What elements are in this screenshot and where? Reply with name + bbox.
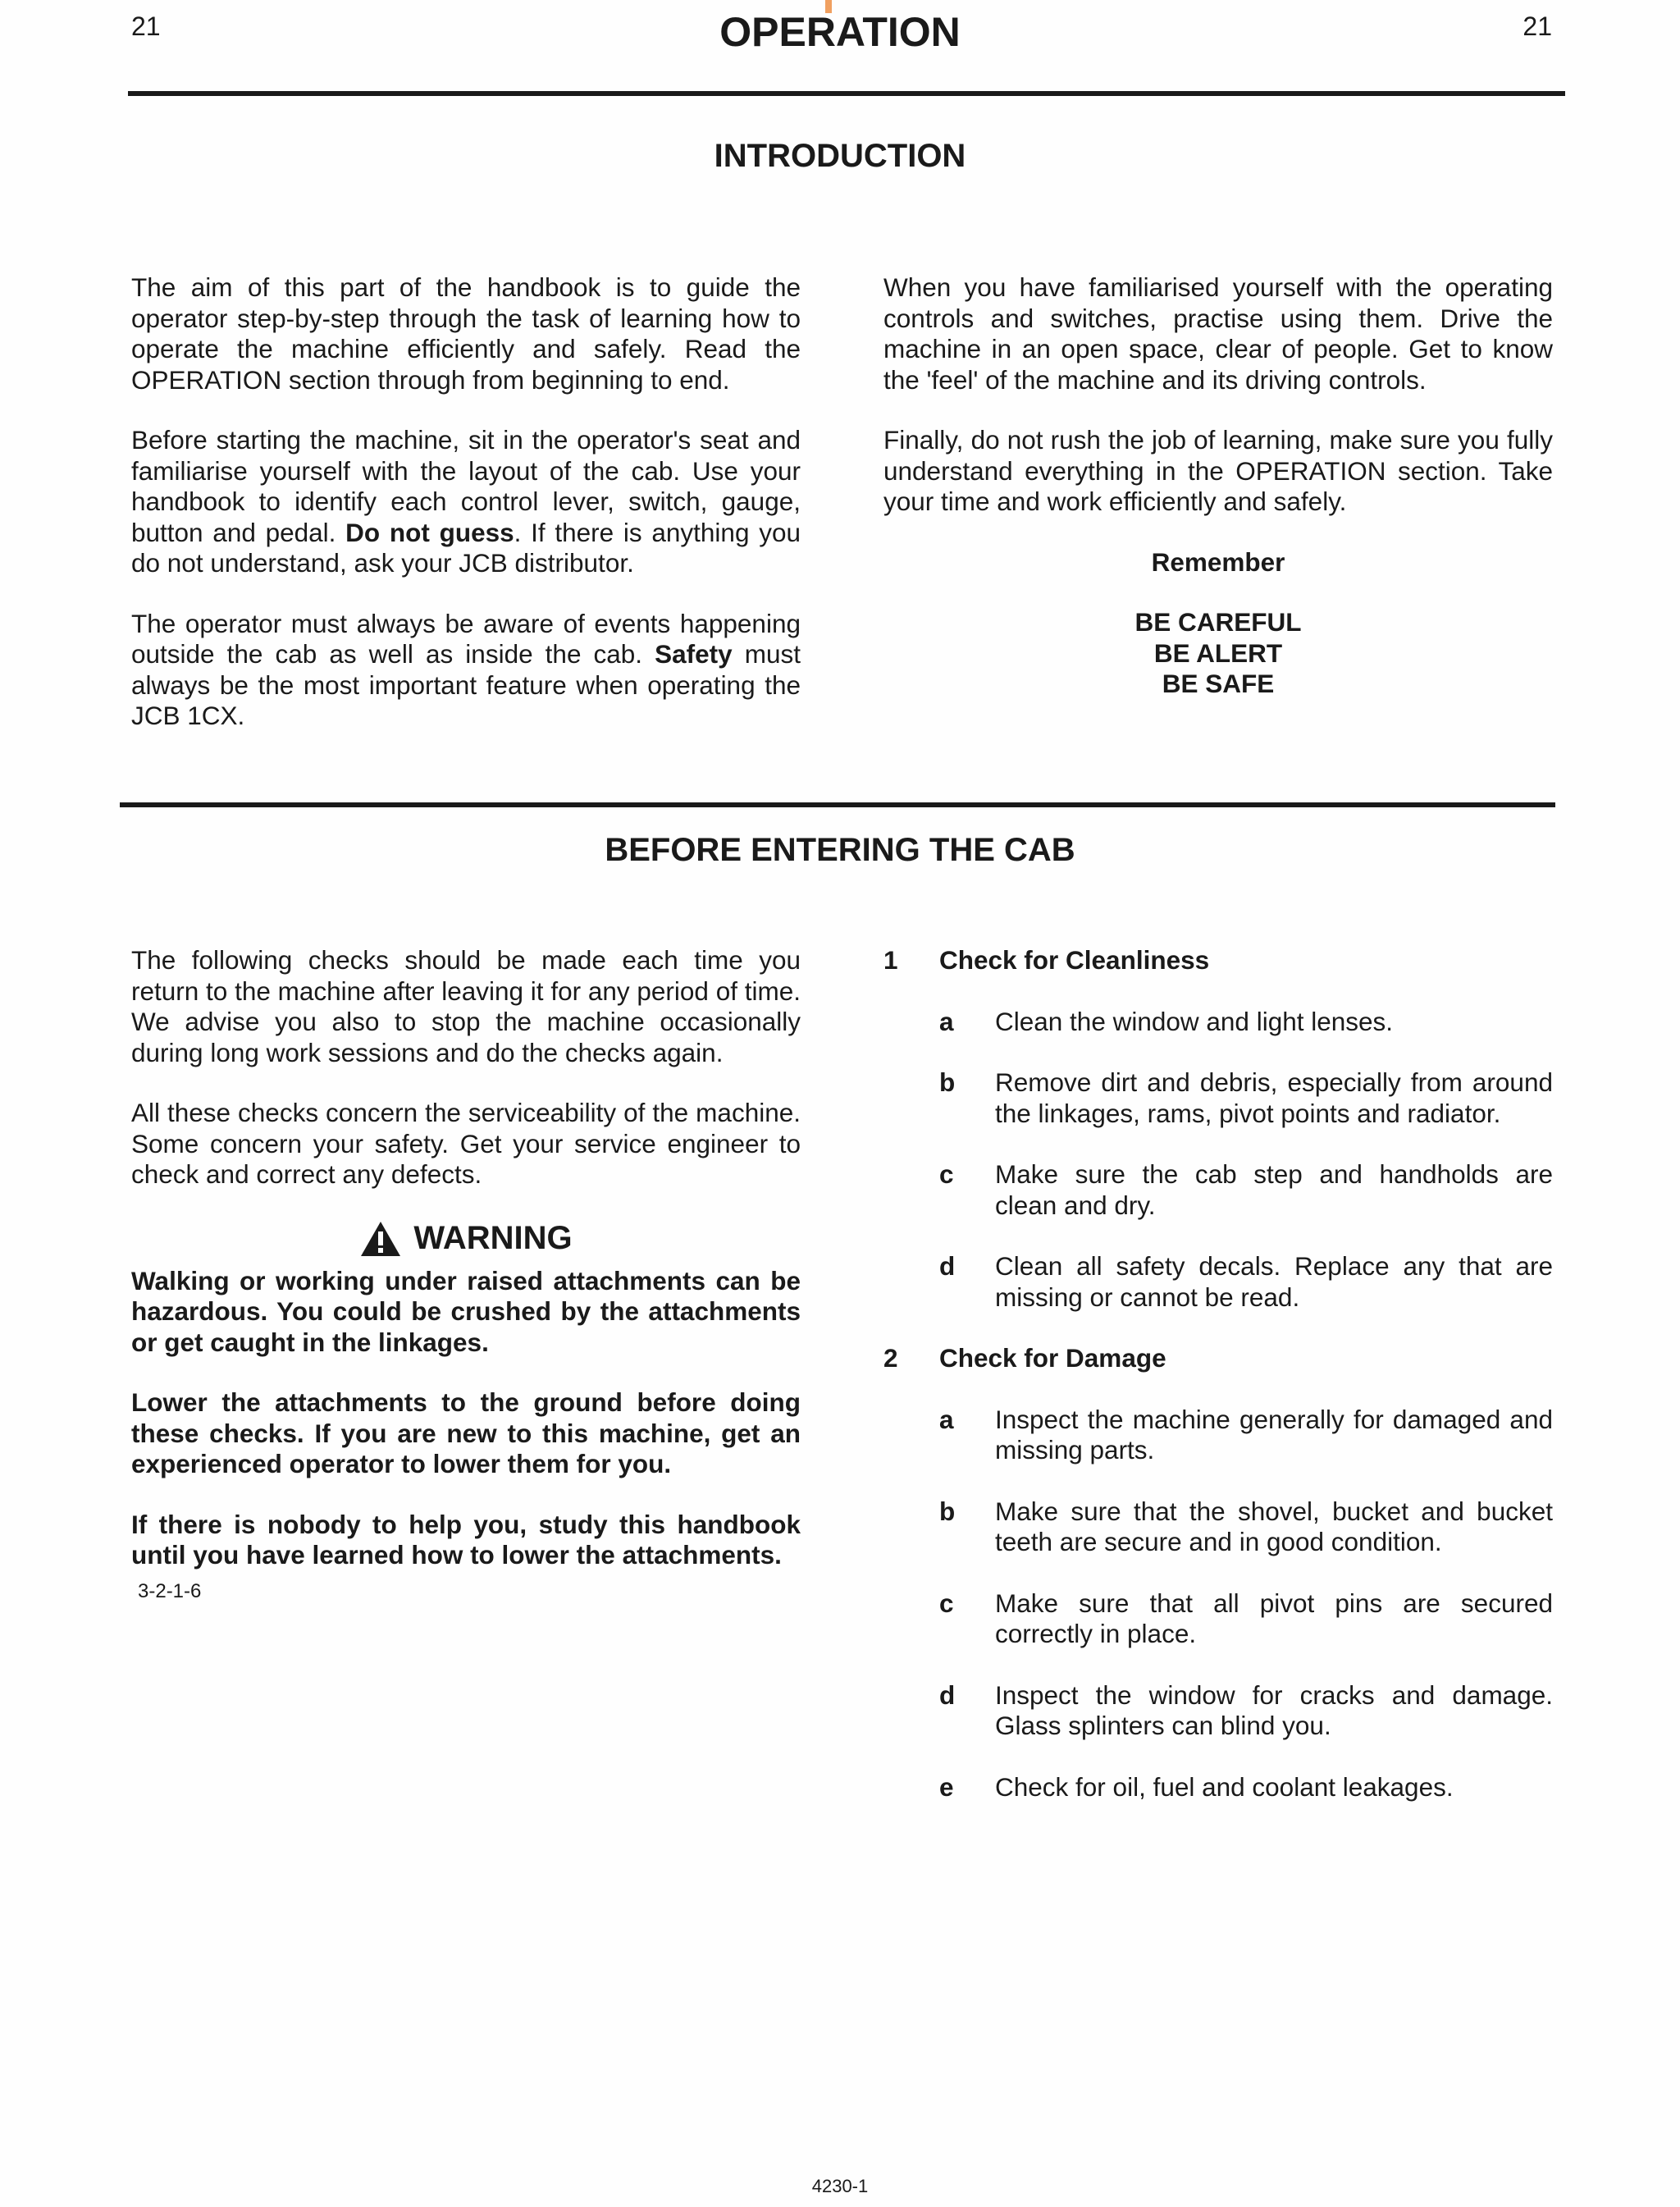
list-item: a Inspect the machine generally for damaged and missing parts.	[939, 1404, 1553, 1464]
be-careful-text: BE CAREFUL	[1134, 607, 1302, 637]
warning-text-1: Walking or working under raised attachments can be hazardous. You could be crushed by the attachments or get caught in the linkages.	[131, 1265, 801, 1357]
warning-triangle-icon	[359, 1220, 402, 1258]
introduction-left-column	[131, 272, 801, 761]
page-header-title: OPERATION	[719, 9, 961, 55]
warning-reference-code: 3-2-1-6	[138, 1579, 202, 1602]
do-not-guess-emphasis: Do not guess	[345, 517, 514, 547]
warning-text-3: If there is nobody to help you, study this handbook until you have learned how to lower the attachments.	[131, 1509, 801, 1570]
warning-header	[131, 1220, 801, 1258]
section-divider	[120, 802, 1555, 807]
list-item: d Inspect the window for cracks and damage. Glass splinters can blind you.	[939, 1679, 1553, 1740]
list-item: b Remove dirt and debris, especially from around the linkages, rams, pivot points and radiator.	[939, 1067, 1553, 1128]
page-number-right: 21	[1522, 11, 1552, 41]
before-cab-title: BEFORE ENTERING THE CAB	[605, 832, 1075, 868]
intro-paragraph-2: Before starting the machine, sit in the operator's seat and familiarise yourself with the layout of the cab. Use your handbook to identify each control lever, switch, gauge, button and pedal. Do not guess. If there is anything you do not understand, ask your JCB distributor.	[131, 425, 801, 578]
intro-paragraph-3: The operator must always be aware of events happening outside the cab as well as inside the cab. Safety must always be the most important feature when operating the JCB 1CX.	[131, 608, 801, 730]
warning-text-2: Lower the attachments to the ground before doing these checks. If you are new to this machine, get an experienced operator to lower them for you.	[131, 1387, 801, 1478]
remember-heading: Remember	[1151, 546, 1285, 577]
check-heading-1: 1 Check for Cleanliness	[883, 945, 1210, 975]
list-item: d Clean all safety decals. Replace any that are missing or cannot be read.	[939, 1251, 1553, 1312]
check-heading-2: 2 Check for Damage	[883, 1343, 1166, 1373]
be-alert-text: BE ALERT	[1153, 637, 1283, 668]
safety-emphasis: Safety	[655, 639, 733, 669]
list-item: e Check for oil, fuel and coolant leakages.	[939, 1771, 1454, 1802]
intro-paragraph-5: Finally, do not rush the job of learning, make sure you fully understand everything in the OPERATION section. Take your time and work efficiently and safely.	[883, 425, 1553, 516]
page-number-left: 21	[131, 11, 161, 41]
list-item: a Clean the window and light lenses.	[939, 1006, 1394, 1036]
before-cab-paragraph-1: The following checks should be made each time you return to the machine after leaving it for any period of time. We advise you also to stop the machine occasionally during long work sessions and do the checks again.	[131, 945, 801, 1067]
list-item: c Make sure that all pivot pins are secured correctly in place.	[939, 1588, 1553, 1648]
before-cab-paragraph-2: All these checks concern the serviceability of the machine. Some concern your safety. Get your service engineer to check and correct any defects.	[131, 1098, 801, 1189]
intro-paragraph-1: The aim of this part of the handbook is to guide the operator step-by-step through the task of learning how to operate the machine efficiently and safely. Read the OPERATION section through from beginning to end.	[131, 272, 801, 395]
checks-list	[883, 945, 1556, 1833]
before-cab-left-column	[131, 945, 801, 1606]
be-safe-text: BE SAFE	[1162, 669, 1275, 698]
list-item: b Make sure that the shovel, bucket and bucket teeth are secure and in good condition.	[939, 1496, 1553, 1556]
header-divider	[128, 91, 1565, 96]
warning-title: WARNING	[413, 1219, 573, 1256]
intro-paragraph-4: When you have familiarised yourself with the operating controls and switches, practise using them. Drive the machine in an open space, clear of people. Get to know the 'feel' of the machine and its driving controls.	[883, 272, 1553, 395]
list-item: c Make sure the cab step and handholds are clean and dry.	[939, 1159, 1553, 1220]
introduction-right-column	[883, 272, 1553, 700]
footer-code: 4230-1	[811, 2176, 869, 2196]
introduction-title: INTRODUCTION	[714, 138, 966, 174]
